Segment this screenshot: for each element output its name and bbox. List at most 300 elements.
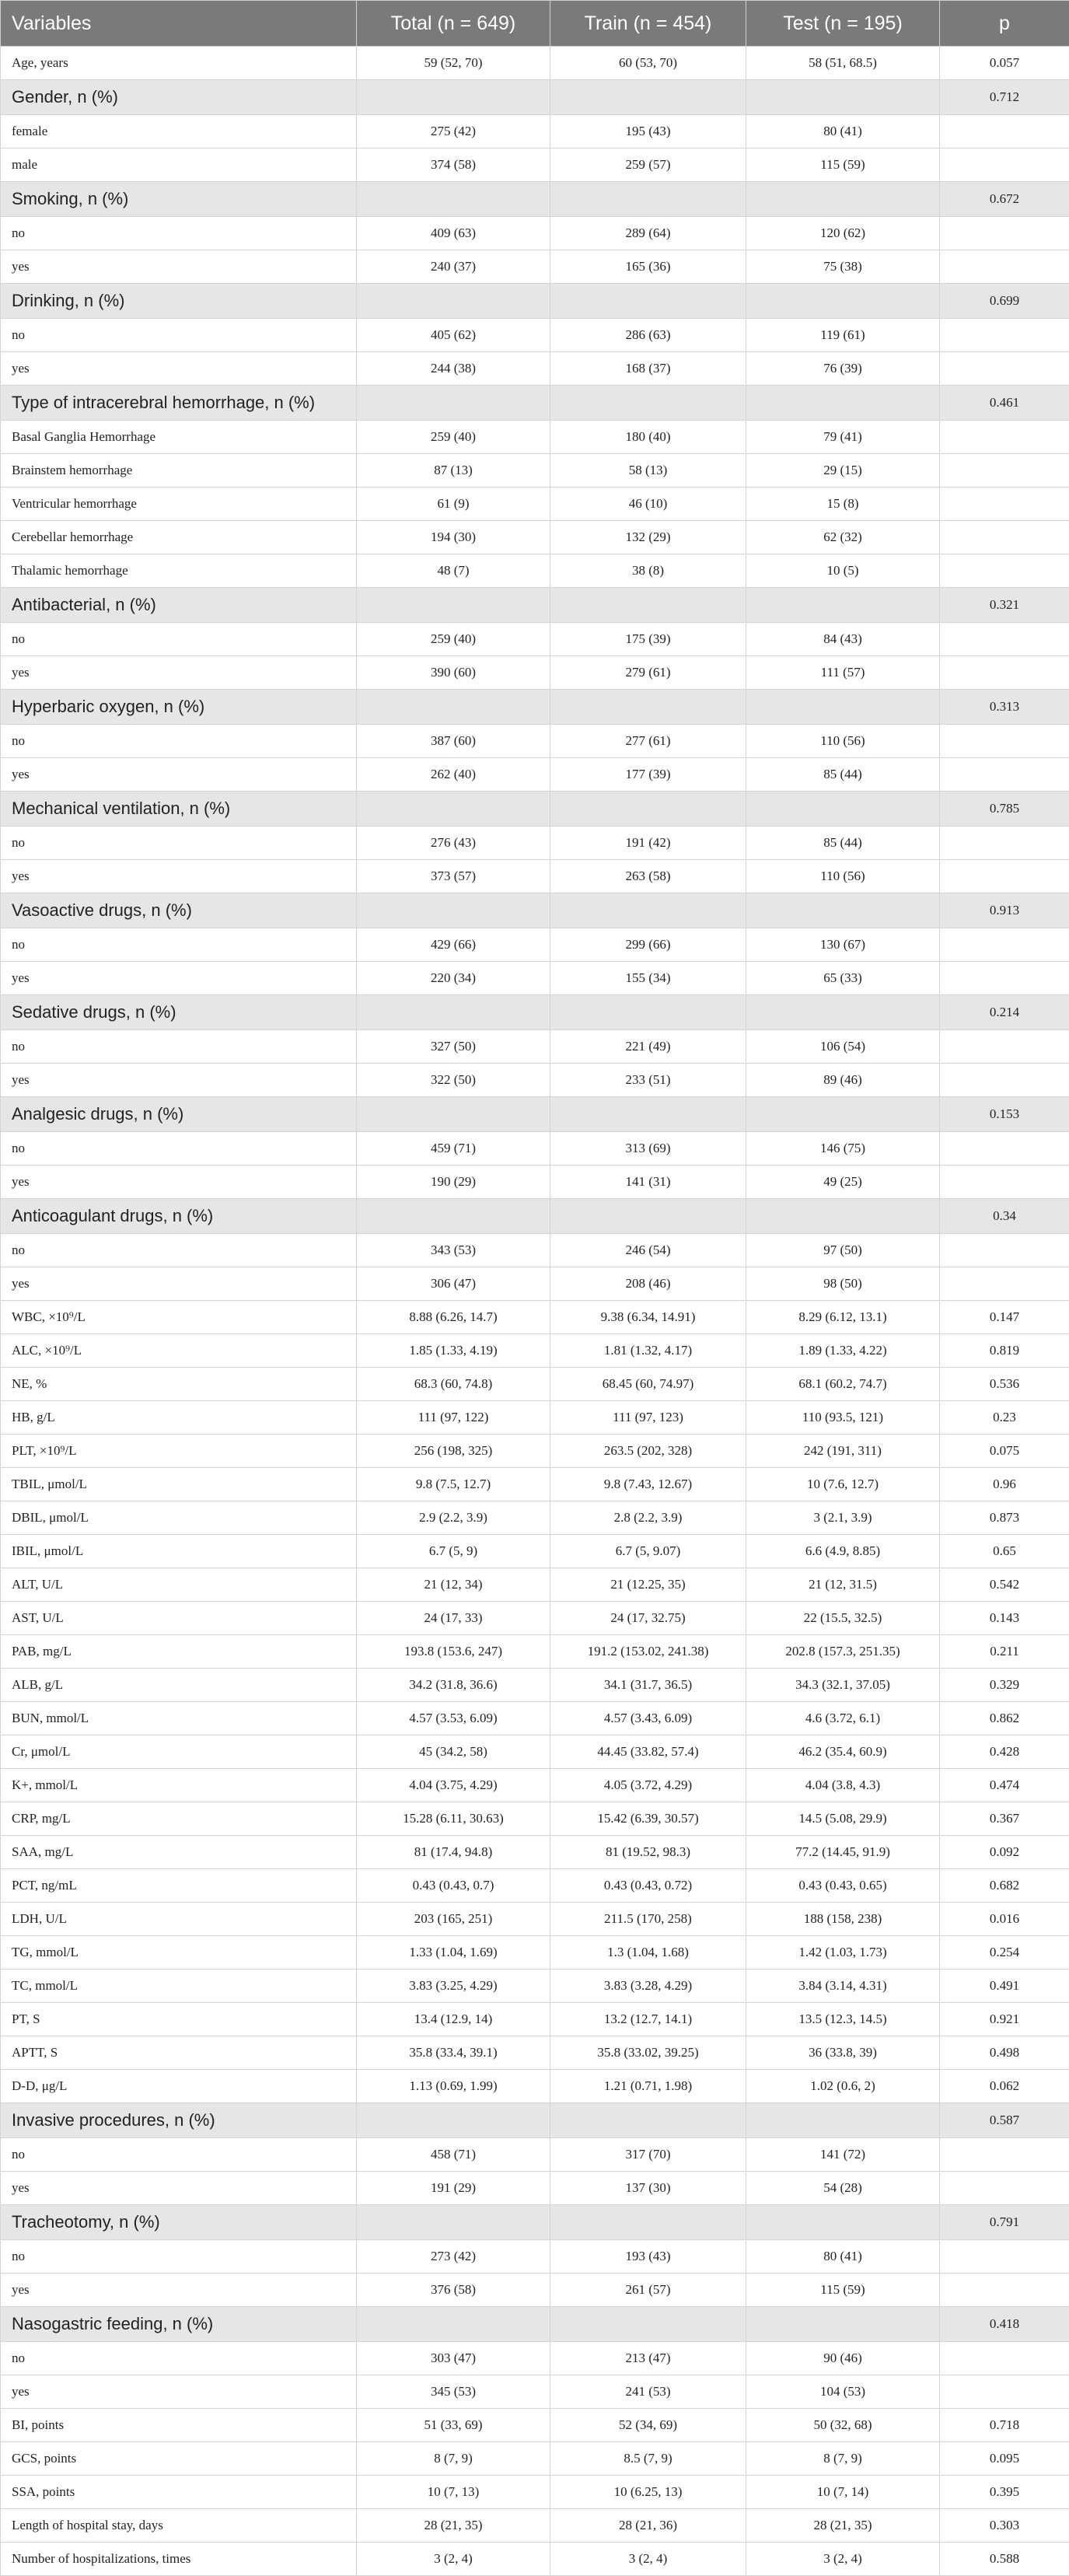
table-row xyxy=(1,1802,1069,1836)
test-cell: 1.42 (1.03, 1.73) xyxy=(746,1936,940,1970)
p-value-cell: 0.672 xyxy=(940,182,1069,217)
p-value-cell: 0.303 xyxy=(940,2509,1069,2543)
total-cell: 4.57 (3.53, 6.09) xyxy=(357,1702,550,1735)
total-cell xyxy=(357,2205,550,2240)
train-cell: 9.8 (7.43, 12.67) xyxy=(550,1468,746,1501)
p-value-cell xyxy=(940,521,1069,554)
train-cell xyxy=(550,182,746,217)
total-cell: 21 (12, 34) xyxy=(357,1568,550,1602)
test-cell: 97 (50) xyxy=(746,1234,940,1267)
group-header-row xyxy=(1,588,1069,623)
test-cell: 80 (41) xyxy=(746,2240,940,2274)
p-value-cell xyxy=(940,758,1069,792)
variable-cell: HB, g/L xyxy=(1,1401,357,1435)
p-value-cell: 0.367 xyxy=(940,1802,1069,1836)
table-row xyxy=(1,827,1069,860)
table-row xyxy=(1,1635,1069,1669)
total-cell: 376 (58) xyxy=(357,2274,550,2307)
variable-cell: BI, points xyxy=(1,2409,357,2442)
table-row xyxy=(1,1468,1069,1501)
p-value-cell: 0.873 xyxy=(940,1501,1069,1535)
train-cell: 195 (43) xyxy=(550,115,746,149)
test-cell: 36 (33.8, 39) xyxy=(746,2036,940,2070)
variable-cell: yes xyxy=(1,2375,357,2409)
test-cell xyxy=(746,1097,940,1132)
table-row xyxy=(1,2240,1069,2274)
test-cell: 110 (56) xyxy=(746,725,940,758)
p-value-cell: 0.153 xyxy=(940,1097,1069,1132)
train-cell: 317 (70) xyxy=(550,2138,746,2172)
total-cell: 459 (71) xyxy=(357,1132,550,1166)
test-cell: 188 (158, 238) xyxy=(746,1903,940,1936)
train-cell: 286 (63) xyxy=(550,319,746,352)
train-cell: 313 (69) xyxy=(550,1132,746,1166)
test-cell: 130 (67) xyxy=(746,928,940,962)
p-value-cell xyxy=(940,962,1069,995)
variable-cell: Type of intracerebral hemorrhage, n (%) xyxy=(1,386,357,421)
p-value-cell: 0.428 xyxy=(940,1735,1069,1769)
train-cell: 193 (43) xyxy=(550,2240,746,2274)
total-cell: 429 (66) xyxy=(357,928,550,962)
total-cell xyxy=(357,182,550,217)
p-value-cell: 0.921 xyxy=(940,2003,1069,2036)
train-cell: 289 (64) xyxy=(550,217,746,250)
test-cell: 15 (8) xyxy=(746,488,940,521)
variable-cell: Thalamic hemorrhage xyxy=(1,554,357,588)
p-value-cell xyxy=(940,2138,1069,2172)
train-cell: 208 (46) xyxy=(550,1267,746,1301)
test-cell: 76 (39) xyxy=(746,352,940,386)
total-cell: 374 (58) xyxy=(357,149,550,182)
total-cell: 45 (34.2, 58) xyxy=(357,1735,550,1769)
table-row xyxy=(1,2342,1069,2375)
train-cell: 9.38 (6.34, 14.91) xyxy=(550,1301,746,1334)
variable-cell: no xyxy=(1,1030,357,1064)
p-value-cell xyxy=(940,421,1069,454)
total-cell: 256 (198, 325) xyxy=(357,1435,550,1468)
total-cell: 61 (9) xyxy=(357,488,550,521)
p-value-cell: 0.143 xyxy=(940,1602,1069,1635)
variable-cell: Hyperbaric oxygen, n (%) xyxy=(1,690,357,725)
test-cell: 98 (50) xyxy=(746,1267,940,1301)
train-cell: 165 (36) xyxy=(550,250,746,284)
variable-cell: Smoking, n (%) xyxy=(1,182,357,217)
train-cell: 299 (66) xyxy=(550,928,746,962)
table-row xyxy=(1,1301,1069,1334)
train-cell: 8.5 (7, 9) xyxy=(550,2442,746,2476)
p-value-cell: 0.214 xyxy=(940,995,1069,1030)
table-row xyxy=(1,352,1069,386)
variable-cell: SSA, points xyxy=(1,2476,357,2509)
p-value-cell xyxy=(940,2375,1069,2409)
variable-cell: PCT, ng/mL xyxy=(1,1869,357,1903)
total-cell: 259 (40) xyxy=(357,421,550,454)
table-row xyxy=(1,1334,1069,1368)
p-value-cell xyxy=(940,1234,1069,1267)
variable-cell: NE, % xyxy=(1,1368,357,1401)
p-value-cell: 0.498 xyxy=(940,2036,1069,2070)
table-row xyxy=(1,1166,1069,1199)
variable-cell: SAA, mg/L xyxy=(1,1836,357,1869)
header-variables: Variables xyxy=(1,1,357,47)
p-value-cell: 0.211 xyxy=(940,1635,1069,1669)
p-value-cell xyxy=(940,656,1069,690)
table-row xyxy=(1,962,1069,995)
test-cell: 46.2 (35.4, 60.9) xyxy=(746,1735,940,1769)
p-value-cell: 0.542 xyxy=(940,1568,1069,1602)
variable-cell: no xyxy=(1,928,357,962)
table-row xyxy=(1,2036,1069,2070)
test-cell: 115 (59) xyxy=(746,149,940,182)
table-row xyxy=(1,488,1069,521)
total-cell: 276 (43) xyxy=(357,827,550,860)
train-cell: 259 (57) xyxy=(550,149,746,182)
table-row xyxy=(1,2070,1069,2103)
variable-cell: yes xyxy=(1,758,357,792)
p-value-cell: 0.536 xyxy=(940,1368,1069,1401)
p-value-cell xyxy=(940,928,1069,962)
test-cell xyxy=(746,690,940,725)
variable-cell: yes xyxy=(1,250,357,284)
test-cell: 1.02 (0.6, 2) xyxy=(746,2070,940,2103)
variable-cell: Anticoagulant drugs, n (%) xyxy=(1,1199,357,1234)
total-cell: 8.88 (6.26, 14.7) xyxy=(357,1301,550,1334)
train-cell: 21 (12.25, 35) xyxy=(550,1568,746,1602)
variable-cell: yes xyxy=(1,860,357,893)
test-cell: 106 (54) xyxy=(746,1030,940,1064)
train-cell: 38 (8) xyxy=(550,554,746,588)
group-header-row xyxy=(1,284,1069,319)
test-cell: 4.04 (3.8, 4.3) xyxy=(746,1769,940,1802)
group-header-row xyxy=(1,690,1069,725)
p-value-cell: 0.075 xyxy=(940,1435,1069,1468)
total-cell: 48 (7) xyxy=(357,554,550,588)
p-value-cell: 0.588 xyxy=(940,2543,1069,2576)
p-value-cell: 0.062 xyxy=(940,2070,1069,2103)
total-cell: 303 (47) xyxy=(357,2342,550,2375)
train-cell: 263 (58) xyxy=(550,860,746,893)
train-cell: 34.1 (31.7, 36.5) xyxy=(550,1669,746,1702)
table-row xyxy=(1,2172,1069,2205)
p-value-cell: 0.254 xyxy=(940,1936,1069,1970)
total-cell: 28 (21, 35) xyxy=(357,2509,550,2543)
test-cell xyxy=(746,182,940,217)
p-value-cell: 0.913 xyxy=(940,893,1069,928)
total-cell: 259 (40) xyxy=(357,623,550,656)
train-cell: 0.43 (0.43, 0.72) xyxy=(550,1869,746,1903)
train-cell: 3 (2, 4) xyxy=(550,2543,746,2576)
train-cell: 211.5 (170, 258) xyxy=(550,1903,746,1936)
variable-cell: Ventricular hemorrhage xyxy=(1,488,357,521)
total-cell: 194 (30) xyxy=(357,521,550,554)
variable-cell: male xyxy=(1,149,357,182)
p-value-cell: 0.819 xyxy=(940,1334,1069,1368)
test-cell xyxy=(746,893,940,928)
train-cell: 58 (13) xyxy=(550,454,746,488)
total-cell: 1.85 (1.33, 4.19) xyxy=(357,1334,550,1368)
total-cell xyxy=(357,386,550,421)
test-cell: 65 (33) xyxy=(746,962,940,995)
train-cell: 15.42 (6.39, 30.57) xyxy=(550,1802,746,1836)
test-cell: 58 (51, 68.5) xyxy=(746,47,940,80)
total-cell: 458 (71) xyxy=(357,2138,550,2172)
header-test: Test (n = 195) xyxy=(746,1,940,47)
test-cell xyxy=(746,588,940,623)
p-value-cell xyxy=(940,2342,1069,2375)
test-cell xyxy=(746,386,940,421)
table-row xyxy=(1,1568,1069,1602)
train-cell: 261 (57) xyxy=(550,2274,746,2307)
test-cell: 68.1 (60.2, 74.7) xyxy=(746,1368,940,1401)
header-train: Train (n = 454) xyxy=(550,1,746,47)
train-cell xyxy=(550,1199,746,1234)
total-cell: 24 (17, 33) xyxy=(357,1602,550,1635)
variable-cell: GCS, points xyxy=(1,2442,357,2476)
train-cell xyxy=(550,893,746,928)
p-value-cell: 0.461 xyxy=(940,386,1069,421)
test-cell: 34.3 (32.1, 37.05) xyxy=(746,1669,940,1702)
test-cell: 10 (7, 14) xyxy=(746,2476,940,2509)
table-row xyxy=(1,1602,1069,1635)
train-cell: 279 (61) xyxy=(550,656,746,690)
total-cell xyxy=(357,588,550,623)
variable-cell: CRP, mg/L xyxy=(1,1802,357,1836)
p-value-cell xyxy=(940,2172,1069,2205)
table-row xyxy=(1,1869,1069,1903)
group-header-row xyxy=(1,2103,1069,2138)
table-row xyxy=(1,454,1069,488)
p-value-cell xyxy=(940,488,1069,521)
test-cell xyxy=(746,284,940,319)
p-value-cell: 0.474 xyxy=(940,1769,1069,1802)
total-cell: 111 (97, 122) xyxy=(357,1401,550,1435)
group-header-row xyxy=(1,80,1069,115)
train-cell: 213 (47) xyxy=(550,2342,746,2375)
table-row xyxy=(1,2409,1069,2442)
variable-cell: yes xyxy=(1,1267,357,1301)
test-cell xyxy=(746,995,940,1030)
p-value-cell xyxy=(940,1132,1069,1166)
variable-cell: Vasoactive drugs, n (%) xyxy=(1,893,357,928)
variable-cell: Length of hospital stay, days xyxy=(1,2509,357,2543)
total-cell xyxy=(357,792,550,827)
table-body xyxy=(1,47,1069,2576)
table-row xyxy=(1,2274,1069,2307)
total-cell: 275 (42) xyxy=(357,115,550,149)
test-cell xyxy=(746,1199,940,1234)
variable-cell: Basal Ganglia Hemorrhage xyxy=(1,421,357,454)
p-value-cell xyxy=(940,1166,1069,1199)
table-row xyxy=(1,115,1069,149)
train-cell xyxy=(550,995,746,1030)
test-cell: 202.8 (157.3, 251.35) xyxy=(746,1635,940,1669)
test-cell: 79 (41) xyxy=(746,421,940,454)
test-cell: 28 (21, 35) xyxy=(746,2509,940,2543)
variable-cell: female xyxy=(1,115,357,149)
train-cell: 137 (30) xyxy=(550,2172,746,2205)
p-value-cell xyxy=(940,319,1069,352)
p-value-cell: 0.699 xyxy=(940,284,1069,319)
train-cell: 1.81 (1.32, 4.17) xyxy=(550,1334,746,1368)
variable-cell: Gender, n (%) xyxy=(1,80,357,115)
table-row xyxy=(1,1368,1069,1401)
test-cell: 242 (191, 311) xyxy=(746,1435,940,1468)
test-cell: 3 (2, 4) xyxy=(746,2543,940,2576)
variable-cell: yes xyxy=(1,1064,357,1097)
p-value-cell: 0.092 xyxy=(940,1836,1069,1869)
train-cell: 221 (49) xyxy=(550,1030,746,1064)
train-cell xyxy=(550,588,746,623)
train-cell: 175 (39) xyxy=(550,623,746,656)
variable-cell: yes xyxy=(1,2274,357,2307)
total-cell: 3.83 (3.25, 4.29) xyxy=(357,1970,550,2003)
test-cell: 119 (61) xyxy=(746,319,940,352)
total-cell: 1.13 (0.69, 1.99) xyxy=(357,2070,550,2103)
variable-cell: LDH, U/L xyxy=(1,1903,357,1936)
table-row xyxy=(1,1234,1069,1267)
variable-cell: PLT, ×10⁹/L xyxy=(1,1435,357,1468)
p-value-cell: 0.718 xyxy=(940,2409,1069,2442)
test-cell: 1.89 (1.33, 4.22) xyxy=(746,1334,940,1368)
total-cell: 68.3 (60, 74.8) xyxy=(357,1368,550,1401)
total-cell xyxy=(357,284,550,319)
group-header-row xyxy=(1,2205,1069,2240)
test-cell: 115 (59) xyxy=(746,2274,940,2307)
p-value-cell xyxy=(940,250,1069,284)
group-header-row xyxy=(1,1097,1069,1132)
train-cell: 60 (53, 70) xyxy=(550,47,746,80)
test-cell: 84 (43) xyxy=(746,623,940,656)
train-cell: 6.7 (5, 9.07) xyxy=(550,1535,746,1568)
variable-cell: no xyxy=(1,2138,357,2172)
train-cell: 132 (29) xyxy=(550,521,746,554)
total-cell: 191 (29) xyxy=(357,2172,550,2205)
p-value-cell: 0.491 xyxy=(940,1970,1069,2003)
variable-cell: yes xyxy=(1,2172,357,2205)
table-row xyxy=(1,1501,1069,1535)
test-cell: 141 (72) xyxy=(746,2138,940,2172)
p-value-cell: 0.587 xyxy=(940,2103,1069,2138)
train-cell: 4.57 (3.43, 6.09) xyxy=(550,1702,746,1735)
test-cell xyxy=(746,792,940,827)
total-cell xyxy=(357,1199,550,1234)
total-cell: 240 (37) xyxy=(357,250,550,284)
test-cell: 22 (15.5, 32.5) xyxy=(746,1602,940,1635)
p-value-cell xyxy=(940,1030,1069,1064)
variable-cell: ALC, ×10⁹/L xyxy=(1,1334,357,1368)
p-value-cell xyxy=(940,2274,1069,2307)
test-cell: 146 (75) xyxy=(746,1132,940,1166)
train-cell: 10 (6.25, 13) xyxy=(550,2476,746,2509)
train-cell: 155 (34) xyxy=(550,962,746,995)
train-cell: 46 (10) xyxy=(550,488,746,521)
test-cell: 8 (7, 9) xyxy=(746,2442,940,2476)
variable-cell: Invasive procedures, n (%) xyxy=(1,2103,357,2138)
total-cell: 34.2 (31.8, 36.6) xyxy=(357,1669,550,1702)
p-value-cell xyxy=(940,352,1069,386)
p-value-cell xyxy=(940,827,1069,860)
table-row xyxy=(1,1836,1069,1869)
test-cell: 120 (62) xyxy=(746,217,940,250)
total-cell: 343 (53) xyxy=(357,1234,550,1267)
train-cell: 168 (37) xyxy=(550,352,746,386)
total-cell: 59 (52, 70) xyxy=(357,47,550,80)
test-cell: 10 (7.6, 12.7) xyxy=(746,1468,940,1501)
variable-cell: yes xyxy=(1,962,357,995)
table-row xyxy=(1,2138,1069,2172)
total-cell: 203 (165, 251) xyxy=(357,1903,550,1936)
p-value-cell: 0.313 xyxy=(940,690,1069,725)
variable-cell: yes xyxy=(1,656,357,690)
p-value-cell: 0.785 xyxy=(940,792,1069,827)
test-cell: 85 (44) xyxy=(746,827,940,860)
p-value-cell: 0.095 xyxy=(940,2442,1069,2476)
variable-cell: PT, S xyxy=(1,2003,357,2036)
train-cell xyxy=(550,284,746,319)
train-cell: 263.5 (202, 328) xyxy=(550,1435,746,1468)
total-cell: 4.04 (3.75, 4.29) xyxy=(357,1769,550,1802)
variable-cell: yes xyxy=(1,352,357,386)
total-cell: 9.8 (7.5, 12.7) xyxy=(357,1468,550,1501)
total-cell: 390 (60) xyxy=(357,656,550,690)
p-value-cell: 0.147 xyxy=(940,1301,1069,1334)
total-cell: 193.8 (153.6, 247) xyxy=(357,1635,550,1669)
table-row xyxy=(1,1702,1069,1735)
table-row xyxy=(1,860,1069,893)
test-cell: 50 (32, 68) xyxy=(746,2409,940,2442)
table-row xyxy=(1,928,1069,962)
variable-cell: K+, mmol/L xyxy=(1,1769,357,1802)
p-value-cell xyxy=(940,623,1069,656)
table-row xyxy=(1,521,1069,554)
table-row xyxy=(1,1535,1069,1568)
train-cell xyxy=(550,80,746,115)
group-header-row xyxy=(1,386,1069,421)
p-value-cell xyxy=(940,454,1069,488)
table-row xyxy=(1,2375,1069,2409)
variable-cell: no xyxy=(1,623,357,656)
variable-cell: Antibacterial, n (%) xyxy=(1,588,357,623)
test-cell: 80 (41) xyxy=(746,115,940,149)
train-cell: 52 (34, 69) xyxy=(550,2409,746,2442)
total-cell xyxy=(357,995,550,1030)
test-cell: 77.2 (14.45, 91.9) xyxy=(746,1836,940,1869)
table-row xyxy=(1,1936,1069,1970)
train-cell: 246 (54) xyxy=(550,1234,746,1267)
variable-cell: Cerebellar hemorrhage xyxy=(1,521,357,554)
p-value-cell: 0.418 xyxy=(940,2307,1069,2342)
header-row xyxy=(1,1,1069,47)
total-cell: 322 (50) xyxy=(357,1064,550,1097)
variable-cell: Analgesic drugs, n (%) xyxy=(1,1097,357,1132)
p-value-cell: 0.65 xyxy=(940,1535,1069,1568)
test-cell: 90 (46) xyxy=(746,2342,940,2375)
total-cell xyxy=(357,1097,550,1132)
p-value-cell xyxy=(940,860,1069,893)
test-cell: 6.6 (4.9, 8.85) xyxy=(746,1535,940,1568)
group-header-row xyxy=(1,182,1069,217)
train-cell xyxy=(550,2103,746,2138)
variable-cell: no xyxy=(1,2240,357,2274)
total-cell: 0.43 (0.43, 0.7) xyxy=(357,1869,550,1903)
variable-cell: ALT, U/L xyxy=(1,1568,357,1602)
table-row xyxy=(1,1401,1069,1435)
total-cell xyxy=(357,690,550,725)
train-cell xyxy=(550,792,746,827)
p-value-cell: 0.321 xyxy=(940,588,1069,623)
test-cell: 13.5 (12.3, 14.5) xyxy=(746,2003,940,2036)
p-value-cell xyxy=(940,554,1069,588)
